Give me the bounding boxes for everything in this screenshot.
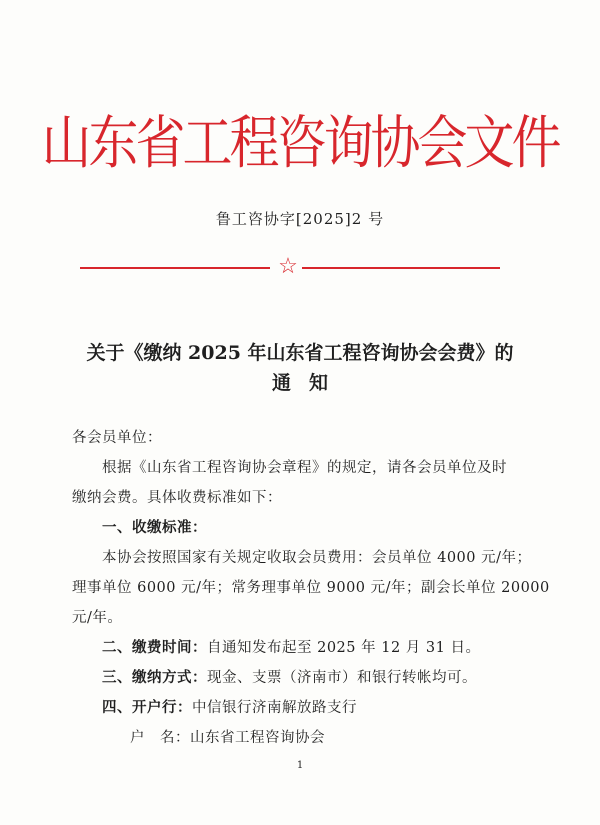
page-number: 1 xyxy=(296,760,304,771)
section2-text: 自通知发布起至 2025 年 12 月 31 日。 xyxy=(207,640,481,656)
divider-line-left xyxy=(80,267,270,269)
org-title: 山东省工程咨询协会文件 xyxy=(41,109,559,177)
notice-title-suffix: 通知 xyxy=(271,372,346,394)
section3-text: 现金、支票（济南市）和银行转帐均可。 xyxy=(207,670,477,686)
account-name-value: 山东省工程咨询协会 xyxy=(190,730,325,746)
salutation: 各会员单位： xyxy=(72,430,162,446)
section2 xyxy=(102,633,480,663)
intro-line-2: 缴纳会费。具体收费标准如下： xyxy=(72,490,282,506)
document-number: 鲁工咨协字[2025]2 号 xyxy=(215,210,385,228)
section1-heading: 一、收缴标准： xyxy=(102,519,207,536)
notice-title: 关于《缴纳 2025 年山东省工程咨询协会会费》的 xyxy=(86,342,514,364)
section2-heading: 二、缴费时间： xyxy=(102,639,207,656)
star-icon: ☆ xyxy=(278,254,298,279)
section1-line-1: 本协会按照国家有关规定收取会员费用：会员单位 4000 元/年； xyxy=(102,550,532,566)
red-divider xyxy=(80,254,500,279)
section4-heading: 四、开户行： xyxy=(102,699,192,716)
section3-heading: 三、缴纳方式： xyxy=(102,669,207,686)
section1-line-2: 理事单位 6000 元/年；常务理事单位 9000 元/年；副会长单位 20000 xyxy=(72,580,550,596)
divider-line-right xyxy=(302,267,500,269)
section3 xyxy=(102,663,477,693)
section1-line-3: 元/年。 xyxy=(72,610,123,626)
section4 xyxy=(102,693,357,723)
intro-line-1: 根据《山东省工程咨询协会章程》的规定，请各会员单位及时 xyxy=(102,460,507,476)
account-name-label: 户 名： xyxy=(130,730,190,746)
section4-text: 中信银行济南解放路支行 xyxy=(192,700,357,716)
account-name xyxy=(130,723,325,753)
